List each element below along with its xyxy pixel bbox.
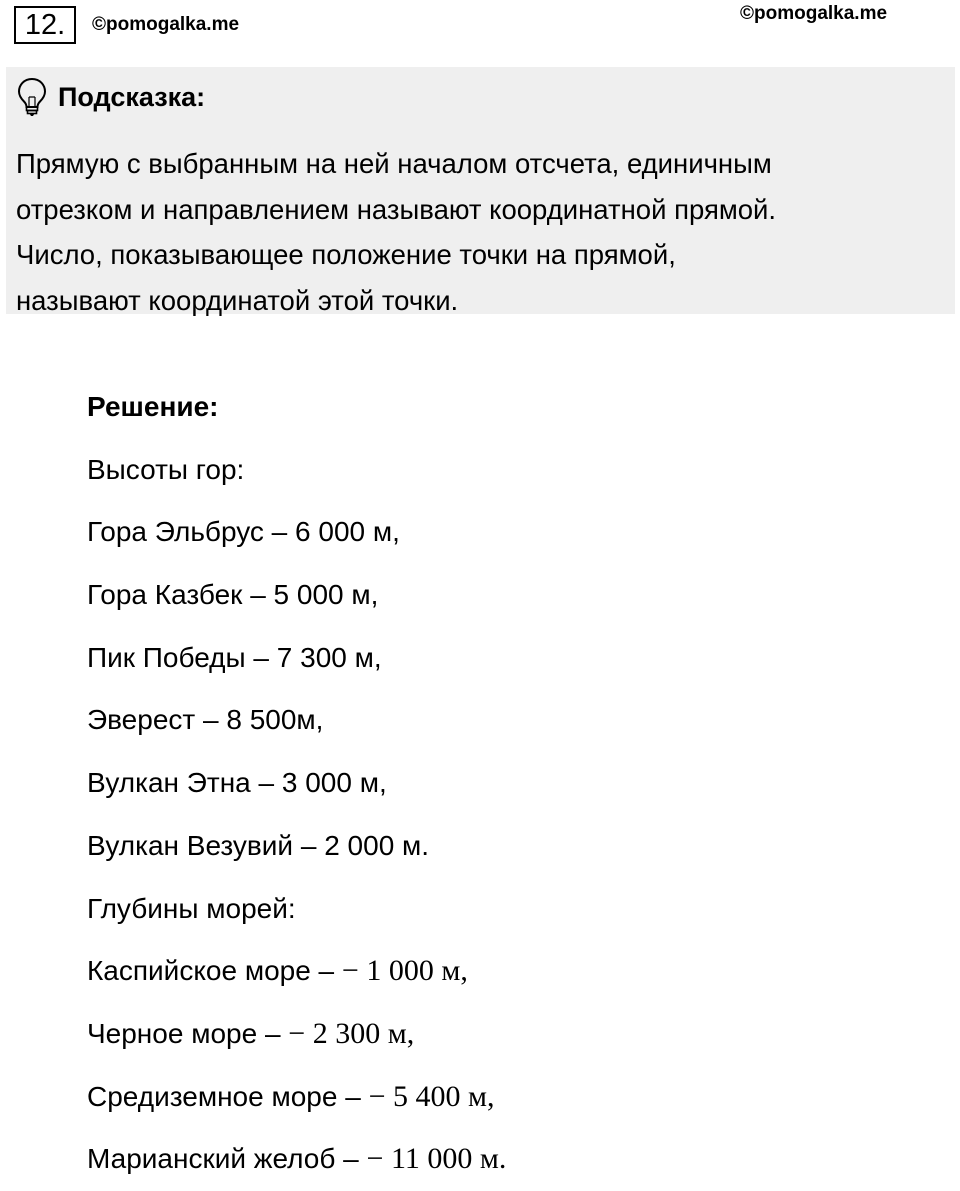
sea-depth: − 11 000 м.: [366, 1142, 507, 1176]
sea-depth: − 5 400 м,: [368, 1079, 495, 1113]
mountain-item: Вулкан Этна – 3 000 м,: [87, 767, 387, 799]
hint-line: Число, показывающее положение точки на прямой,: [16, 239, 676, 270]
watermark-right: ©pomogalka.me: [740, 3, 888, 24]
hint-box: [6, 67, 955, 314]
hint-line: отрезком и направлением называют координатной прямой.: [16, 193, 777, 225]
watermark-left: ©pomogalka.me: [92, 14, 240, 35]
mountain-item: Гора Эльбрус – 6 000 м,: [87, 516, 400, 548]
sea-item: [87, 1128, 506, 1191]
mountain-item: Пик Победы – 7 300 м,: [87, 641, 382, 673]
task-number: 12.: [14, 6, 76, 44]
mountain-item: Гора Казбек – 5 000 м,: [87, 579, 379, 611]
hint-text: [16, 141, 951, 323]
hint-header: [16, 77, 205, 117]
sea-item: [87, 1003, 506, 1066]
mountain-item: Вулкан Везувий – 2 000 м.: [87, 829, 430, 861]
sea-depth: − 1 000 м,: [341, 954, 468, 988]
hint-title: Подсказка:: [58, 81, 206, 112]
sea-name: Марианский желоб –: [87, 1143, 367, 1175]
sea-name: Черное море –: [87, 1017, 289, 1049]
mountains-label: Высоты гор:: [87, 453, 245, 485]
seas-label: Глубины морей:: [87, 892, 296, 924]
hint-line: называют координатой этой точки.: [16, 284, 459, 316]
solution: [87, 376, 506, 1191]
sea-name: Каспийское море –: [87, 955, 342, 987]
sea-depth: − 2 300 м,: [288, 1016, 415, 1050]
mountain-item: Эверест – 8 500м,: [87, 704, 324, 736]
sea-item: [87, 940, 506, 1003]
sea-name: Средиземное море –: [87, 1080, 369, 1112]
solution-heading: Решение:: [87, 391, 219, 422]
lightbulb-icon: [16, 77, 48, 117]
hint-line: Прямую с выбранным на ней началом отсчета, единичным: [16, 148, 772, 179]
sea-item: [87, 1066, 506, 1129]
